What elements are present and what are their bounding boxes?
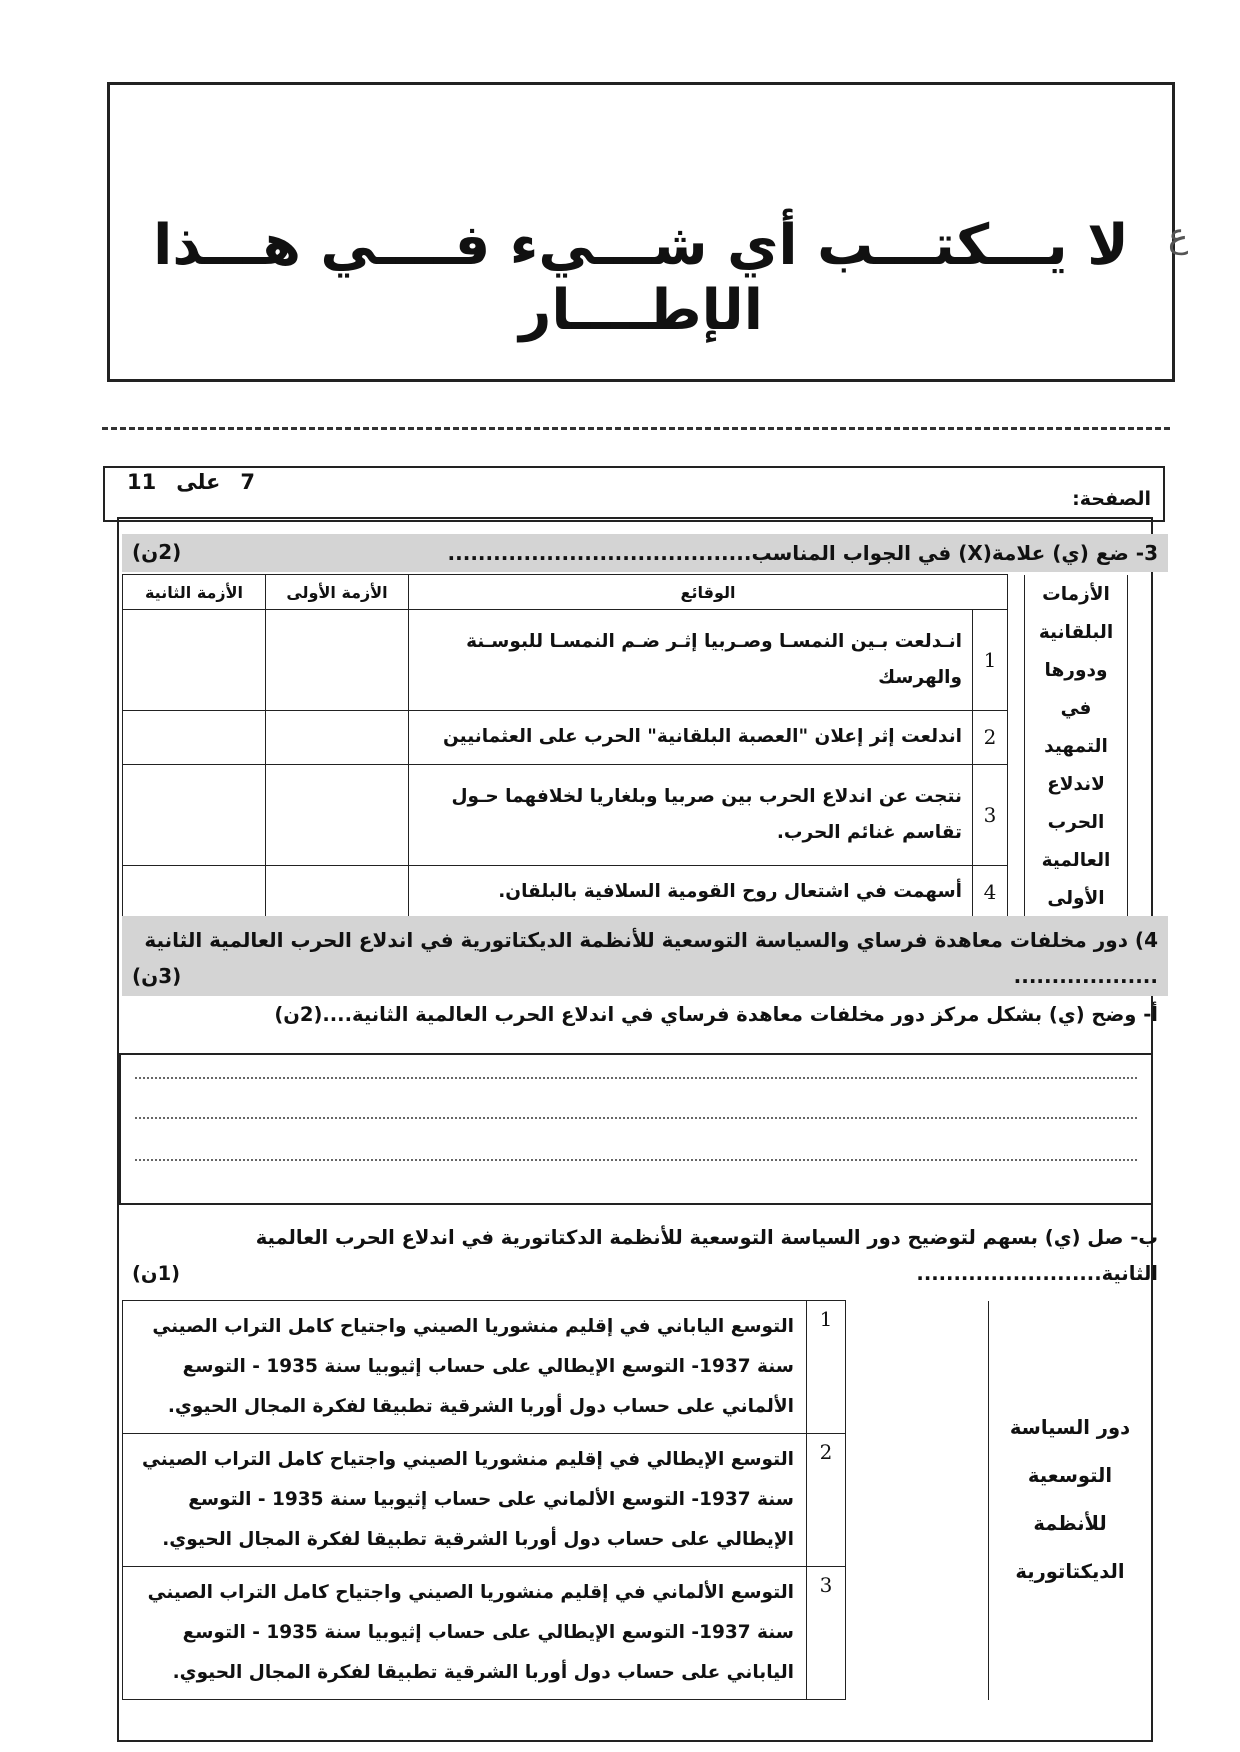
q3-row-num: 4 [973, 865, 1008, 919]
q3-header [122, 534, 1168, 572]
arrow-gap[interactable] [846, 1301, 989, 1700]
answer-line [135, 1117, 1137, 1119]
q4-header [122, 916, 1168, 996]
role-line: دور السياسة [1009, 1416, 1131, 1439]
q3-row-num: 1 [973, 610, 1008, 711]
page-sep: على [176, 470, 221, 494]
role-cell [989, 1301, 1152, 1700]
link-table [122, 1300, 1152, 1700]
option-num: 3 [807, 1567, 846, 1700]
answer-box[interactable] [119, 1053, 1153, 1205]
answer-line [135, 1159, 1137, 1161]
option-num: 2 [807, 1434, 846, 1567]
role-line: للأنظمة [1033, 1512, 1107, 1535]
table-row [123, 1301, 1152, 1434]
q3-table [122, 574, 1128, 920]
table-row [123, 610, 1128, 711]
cut-line [102, 427, 1170, 430]
page-number [117, 470, 265, 494]
q3-col-second: الأزمة الثانية [123, 575, 266, 610]
q3-col-events: الوقائع [409, 575, 1008, 610]
q3-topic-line: الأولى [1047, 887, 1105, 909]
q3-topic-line: التمهيد [1044, 735, 1108, 757]
page-header [103, 466, 1165, 522]
q3-answer-second-4[interactable] [123, 865, 266, 919]
q3-topic-line: لاندلاع [1047, 773, 1105, 795]
table-row [123, 710, 1128, 764]
q3-topic-line: العالمية [1041, 849, 1111, 871]
q3-row-event: انـدلعت بـين النمسـا وصـربيا إثـر ضـم النمسـا للبوسـنة والهرسك [409, 610, 973, 711]
q3-row-event: نتجت عن اندلاع الحرب بين صربيا وبلغاريا لخلافهما حـول تقاسم غنائم الحرب. [409, 764, 973, 865]
q3-answer-second-2[interactable] [123, 710, 266, 764]
answer-line [135, 1077, 1137, 1079]
q4-part-b-points: (1ن) [132, 1262, 181, 1285]
q3-row-event: أسهمت في اشتعال روح القومية السلافية بالبلقان. [409, 865, 973, 919]
role-line: التوسعية [1027, 1464, 1113, 1487]
no-write-frame [107, 82, 1175, 382]
q3-topic-line: الحرب [1047, 811, 1105, 833]
page-label: الصفحة: [1072, 488, 1151, 510]
option-text: التوسع الألماني في إقليم منشوريا الصيني واجتياح كامل التراب الصيني سنة 1937- التوسع الإيطالي على حساب إثيوبيا سنة 1935 - التوسع الياباني على حساب دول أوربا الشرقية تطبيقا لفكرة المجال الحيوي. [123, 1567, 807, 1700]
table-row [123, 764, 1128, 865]
table-row [123, 865, 1128, 919]
q3-topic-line: الأزمات [1042, 583, 1110, 605]
option-num: 1 [807, 1301, 846, 1434]
q3-points: (2ن) [132, 540, 182, 564]
q3-topic-line: البلقانية [1038, 621, 1114, 643]
q3-row-num: 2 [973, 710, 1008, 764]
q3-row-num: 3 [973, 764, 1008, 865]
q4-title: 4) دور مخلفات معاهدة فرساي والسياسة التوسعية للأنظمة الديكتاتورية في اندلاع الحرب العالمية الثانية ................... [144, 928, 1158, 988]
option-text: التوسع الإيطالي في إقليم منشوريا الصيني واجتياح كامل التراب الصيني سنة 1937- التوسع الألماني على حساب إثيوبيا سنة 1935 - التوسع الإيطالي على حساب دول أوربا الشرقية تطبيقا لفكرة المجال الحيوي. [123, 1434, 807, 1567]
q3-spacer [1008, 575, 1025, 920]
option-text: التوسع الياباني في إقليم منشوريا الصيني واجتياح كامل التراب الصيني سنة 1937- التوسع الإيطالي على حساب إثيوبيا سنة 1935 - التوسع الألماني على حساب دول أوربا الشرقية تطبيقا لفكرة المجال الحيوي. [123, 1301, 807, 1434]
q4-part-b: ب- صل (ي) بسهم لتوضيح دور السياسة التوسعية للأنظمة الدكتاتورية في اندلاع الحرب العالمية الثانية......................... [255, 1226, 1158, 1285]
page-current: 7 [240, 470, 256, 494]
q3-topic-line: ودورها في [1044, 659, 1108, 719]
q3-answer-first-2[interactable] [266, 710, 409, 764]
q3-answer-second-1[interactable] [123, 610, 266, 711]
q4-part-a: أ- وضح (ي) بشكل مركز دور مخلفات معاهدة فرساي في اندلاع الحرب العالمية الثانية....(2ن) [274, 1003, 1158, 1026]
q3-answer-first-3[interactable] [266, 764, 409, 865]
q3-answer-first-1[interactable] [266, 610, 409, 711]
q4-part-b-block [122, 1220, 1168, 1292]
q3-row-event: اندلعت إثر إعلان "العصبة البلقانية" الحرب على العثمانيين [409, 710, 973, 764]
q4-points: (3ن) [132, 964, 182, 988]
page-total: 11 [127, 470, 157, 494]
q3-title: 3- ضع (ي) علامة(X) في الجواب المناسب........................................ [447, 541, 1158, 565]
role-line: الديكتاتورية [1015, 1560, 1125, 1583]
q3-col-first: الأزمة الأولى [266, 575, 409, 610]
q3-answer-second-3[interactable] [123, 764, 266, 865]
q3-topic-cell [1025, 575, 1128, 920]
margin-mark: ع [1168, 216, 1189, 256]
q3-answer-first-4[interactable] [266, 865, 409, 919]
no-write-warning: لا يـــكتـــب أي شـــيء فــــي هـــذا الإطــــار [153, 213, 1129, 343]
